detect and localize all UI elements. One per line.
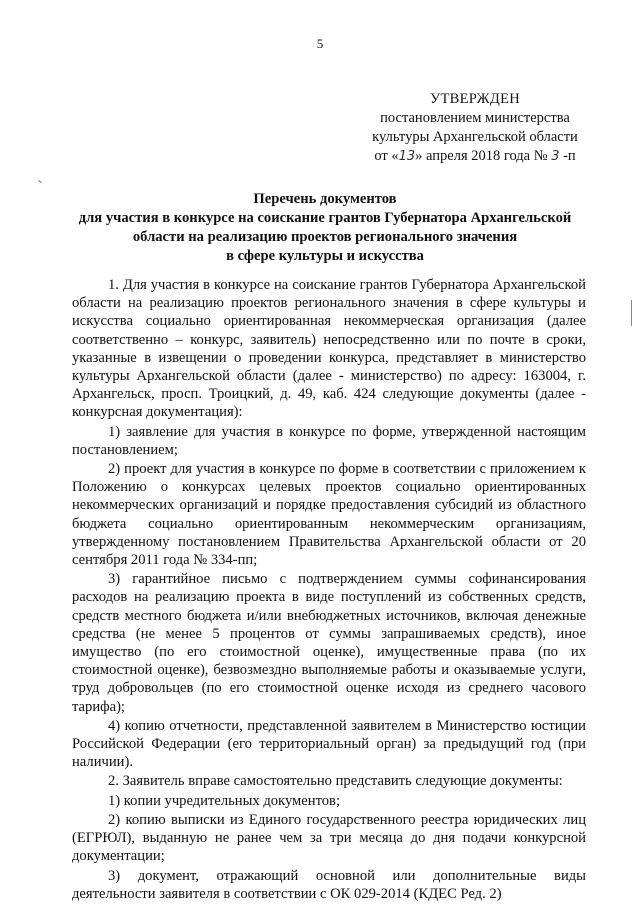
handwritten-number: 3 — [551, 149, 560, 164]
title-line-1: Перечень документов — [253, 191, 397, 207]
page-number: 5 — [316, 36, 324, 51]
paragraph-1-item-4: 4) копию отчетности, представленной заявителем в Министерство юстиции Российской Федерации (его территориальный орган) за предыдущий год (при наличии). — [72, 717, 586, 771]
paragraph-1-item-2: 2) проект для участия в конкурсе по форме в соответствии с приложением к Положению о конкурсах целевых проектов социально ориентированных некоммерческих организаций и порядке предоставления субсидий из областного бюджета социально ориентированным некоммерческим организациям, утвержденному постановлением Правительства Архангельской области от 20 сентября 2011 года № 334-пп; — [72, 461, 586, 569]
paragraph-1: 1. Для участия в конкурсе на соискание грантов Губернатора Архангельской области на реализацию проектов регионального значения в сфере культуры и искусства социально ориентированная некоммерческая организация (далее соответственно – конкурс, заявитель) непосредственно или по почте в сроки, указанные в извещении о проведении конкурса, представляет в министерство культуры Архангельской области (далее - министерство) по адресу: 163004, г. Архангельск, просп. Троицкий, д. 49, каб. 424 следующие документы (далее - конкурсная документация): — [72, 277, 586, 421]
paragraph-2-item-2: 2) копию выписки из Единого государственного реестра юридических лиц (ЕГРЮЛ), выданную не ранее чем за три месяца до дня подачи конкурсной документации; — [72, 811, 586, 865]
paragraph-2-item-1: 1) копии учредительных документов; — [108, 792, 340, 809]
approval-date-middle: » апреля 2018 года № — [415, 148, 548, 164]
paragraph-1-item-1: 1) заявление для участия в конкурсе по форме, утвержденной настоящим постановлением; — [72, 423, 586, 458]
approval-heading: УТВЕРЖДЕН — [429, 91, 521, 107]
title-line-4: в сфере культуры и искусства — [226, 248, 424, 264]
paragraph-2: 2. Заявитель вправе самостоятельно представить следующие документы: — [108, 773, 563, 790]
scan-mark — [38, 180, 42, 183]
paragraph-1-item-3: 3) гарантийное письмо с подтверждением суммы софинансирования расходов на реализацию проекта в виде поступлений из собственных средств, средств местного бюджета и/или внебюджетных источников, включая денежные средства (не менее 5 процентов от суммы запрашиваемых средств), иное имущество (по его стоимостной оценке), имущественные права (по их стоимостной оценке), безвозмездно выполняемые работы и оказываемые услуги, труд добровольцев (по его стоимостной оценке исходя из среднего часового тарифа); — [72, 571, 586, 715]
approval-date-prefix: от « — [374, 148, 399, 164]
approval-block — [340, 90, 610, 166]
title-line-3: области на реализацию проектов регионального значения — [132, 229, 518, 245]
approval-number-suffix: -п — [563, 148, 576, 164]
approval-line-2: культуры Архангельской области — [372, 129, 578, 145]
document-title — [60, 190, 590, 266]
handwritten-day: 13 — [398, 149, 416, 164]
document-body — [72, 276, 586, 903]
paragraph-2-item-3: 3) документ, отражающий основной или дополнительные виды деятельности заявителя в соответствии с ОК 029-2014 (КДЕС Ред. 2) — [72, 867, 586, 902]
title-line-2: для участия в конкурсе на соискание грантов Губернатора Архангельской — [78, 210, 572, 226]
approval-line-1: постановлением министерства — [380, 110, 570, 126]
scan-edge-mark — [631, 300, 632, 326]
approval-line-3 — [340, 147, 610, 166]
